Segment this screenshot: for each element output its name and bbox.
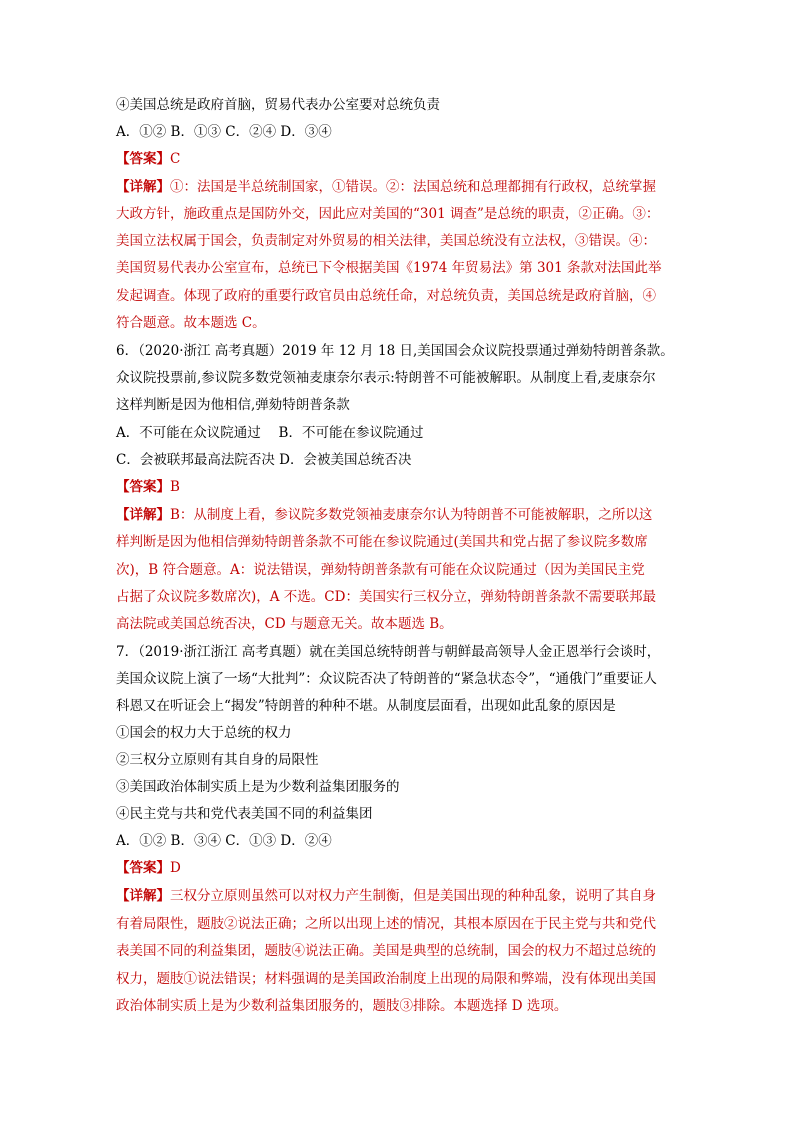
q6-detail-line: 样判断是因为他相信弹劾特朗普条款不可能在参议院通过(美国共和党占据了参议院多数席 [116,534,648,550]
detail-tag: 【详解】 [116,507,170,523]
q7-option: ①国会的权力大于总统的权力 [116,725,292,741]
answer-tag: 【答案】 [116,479,170,495]
q5-option-4: ④美国总统是政府首脑，贸易代表办公室要对总统负责 [116,97,440,113]
q6-stem-line: 众议院投票前,参议院多数党领袖麦康奈尔表示:特朗普不可能被解职。从制度上看,麦康奈尔 [116,370,656,386]
q5-detail-line: 美国贸易代表办公室宣布，总统已下令根据美国《1974 年贸易法》第 301 条款对法国此举 [116,260,662,276]
q6-stem-line: 6．（2020·浙江 高考真题）2019 年 12 月 18 日,美国国会众议院投票通过弹劾特朗普条款。 [116,343,674,359]
q6-answer [116,477,180,497]
detail-tag: 【详解】 [116,179,170,195]
q5-detail-line: 大政方针，施政重点是国防外交，因此应对美国的“301 调查”是总统的职责，②正确。③： [116,206,660,222]
q6-detail-line: 高法院或美国总统否决，CD 与题意无关。故本题选 B。 [116,616,453,632]
answer-value: C [170,151,181,167]
q5-detail-line: 美国立法权属于国会，负责制定对外贸易的相关法律，美国总统没有立法权，③错误。④： [116,233,656,249]
q6-stem-line: 这样判断是因为他相信,弹劾特朗普条款 [116,397,350,413]
answer-tag: 【答案】 [116,151,170,167]
q7-detail-line: 【详解】三权分立原则虽然可以对权力产生制衡，但是美国出现的种种乱象，说明了其自身 [116,888,656,904]
q7-choices: A．①② B．③④ C．①③ D．②④ [116,833,332,849]
answer-value: D [170,860,181,876]
q7-stem-line: 7．（2019·浙江浙江 高考真题）就在美国总统特朗普与朝鲜最高领导人金正恩举行会谈时， [116,644,661,660]
detail-tag: 【详解】 [116,888,170,904]
q7-detail-line: 权力，题肢①说法错误；材料强调的是美国政治制度上出现的局限和弊端，没有体现出美国 [116,971,656,987]
q5-detail-line: 【详解】①：法国是半总统制国家，①错误。②：法国总统和总理都拥有行政权，总统掌握 [116,179,656,195]
q7-option: ④民主党与共和党代表美国不同的利益集团 [116,806,373,822]
q6-choices-line: C．会被联邦最高法院否决 D．会被美国总统否决 [116,452,412,468]
q5-detail-line: 发起调查。体现了政府的重要行政官员由总统任命，对总统负责，美国总统是政府首脑，④ [116,288,656,304]
q7-detail-line: 有着局限性，题肢②说法正确；之所以出现上述的情况，其根本原因在于民主党与共和党代 [116,916,656,932]
q7-option: ②三权分立原则有其自身的局限性 [116,752,319,768]
answer-tag: 【答案】 [116,860,170,876]
q7-option: ③美国政治体制实质上是为少数利益集团服务的 [116,779,400,795]
q7-detail-line: 政治体制实质上是为少数利益集团服务的，题肢③排除。本题选择 D 选项。 [116,998,568,1014]
q6-detail-line: 次)，B 符合题意。A：说法错误，弹劾特朗普条款有可能在众议院通过（因为美国民主党 [116,562,645,578]
q6-detail-line: 占据了众议院多数席次)，A 不选。CD：美国实行三权分立，弹劾特朗普条款不需要联邦最 [116,589,656,605]
q5-choices: A．①② B．①③ C．②④ D．③④ [116,124,332,140]
answer-value: B [170,479,180,495]
q6-detail-line: 【详解】B：从制度上看，参议院多数党领袖麦康奈尔认为特朗普不可能被解职，之所以这 [116,507,653,523]
q5-detail-line: 符合题意。故本题选 C。 [116,315,266,331]
q7-stem-line: 科恩又在听证会上“揭发”特朗普的种种不堪。从制度层面看，出现如此乱象的原因是 [116,698,616,714]
q7-detail-line: 表美国不同的利益集团，题肢④说法正确。美国是典型的总统制，国会的权力不超过总统的 [116,943,656,959]
q6-choices-line: A．不可能在众议院通过 B．不可能在参议院通过 [116,425,424,441]
q5-answer [116,149,180,169]
q7-stem-line: 美国众议院上演了一场“大批判”：众议院否决了特朗普的“紧急状态令”，“通俄门”重要证人 [116,671,657,687]
q7-answer [116,858,181,878]
